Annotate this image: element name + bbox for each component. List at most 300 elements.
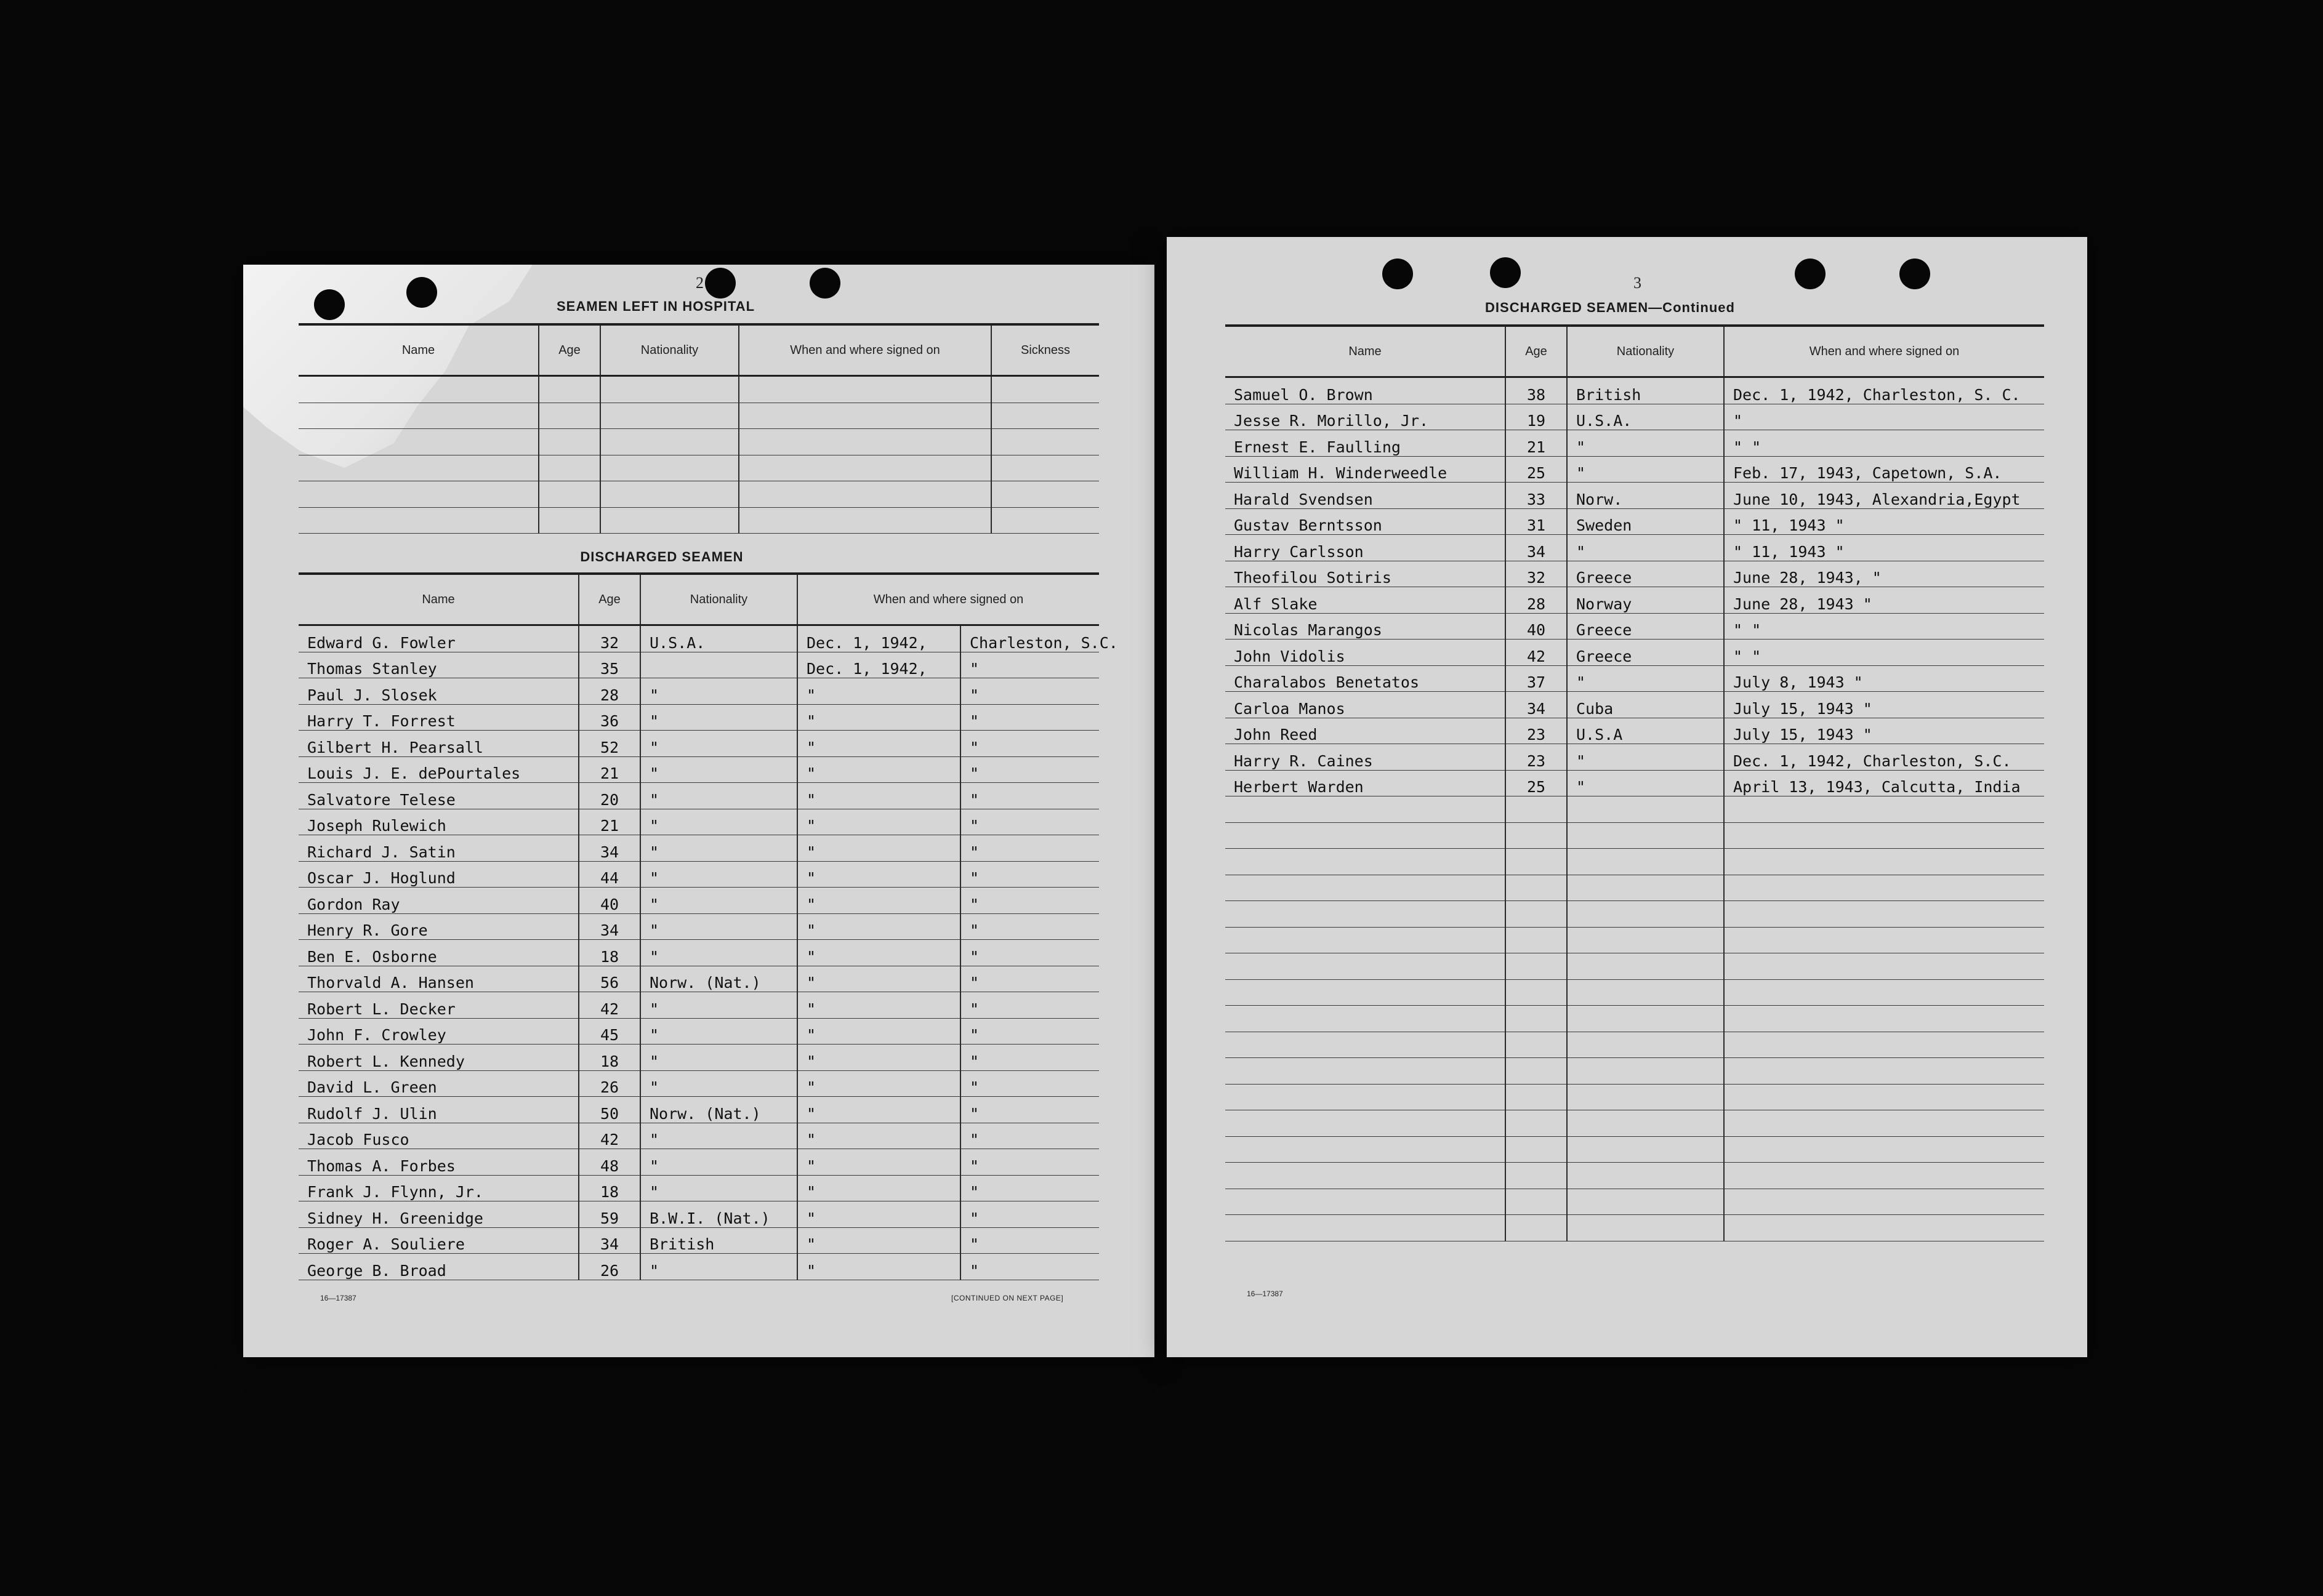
blank-cell bbox=[1724, 901, 2044, 928]
table-row bbox=[1225, 508, 2044, 535]
signed-on-place: " bbox=[960, 704, 1099, 731]
blank-cell bbox=[539, 429, 600, 455]
punch-hole bbox=[1490, 257, 1521, 288]
seaman-name: Nicolas Marangos bbox=[1225, 613, 1505, 640]
signed-on-place: " bbox=[960, 1175, 1099, 1201]
blank-cell bbox=[1567, 796, 1724, 823]
seaman-name: Joseph Rulewich bbox=[299, 809, 579, 835]
signed-on-date: Dec. 1, 1942, bbox=[797, 625, 960, 652]
seaman-nationality: " bbox=[640, 913, 797, 940]
seaman-age: 40 bbox=[579, 888, 640, 914]
seaman-name: Samuel O. Brown bbox=[1225, 377, 1505, 404]
blank-cell bbox=[1724, 1058, 2044, 1085]
seaman-name: Rudolf J. Ulin bbox=[299, 1097, 579, 1123]
signed-on-place: " bbox=[960, 940, 1099, 966]
table-row bbox=[299, 1254, 1099, 1280]
column-header: Nationality bbox=[640, 574, 797, 625]
blank-row bbox=[299, 376, 1099, 403]
blank-cell bbox=[539, 481, 600, 508]
blank-cell bbox=[739, 507, 991, 534]
blank-cell bbox=[1567, 822, 1724, 849]
table-row bbox=[299, 861, 1099, 888]
column-header: When and where signed on bbox=[797, 574, 1099, 625]
blank-cell bbox=[1724, 1136, 2044, 1163]
seaman-name: George B. Broad bbox=[299, 1254, 579, 1280]
seaman-age: 34 bbox=[579, 1227, 640, 1254]
signed-on: July 8, 1943 " bbox=[1724, 665, 2044, 692]
column-header: Name bbox=[299, 574, 579, 625]
seaman-name: William H. Winderweedle bbox=[1225, 456, 1505, 483]
table-row bbox=[299, 835, 1099, 862]
blank-row bbox=[1225, 1084, 2044, 1110]
blank-cell bbox=[539, 455, 600, 481]
seaman-nationality: Cuba bbox=[1567, 692, 1724, 718]
table-row bbox=[299, 1175, 1099, 1201]
seaman-nationality: " bbox=[640, 783, 797, 809]
punch-hole bbox=[705, 268, 736, 299]
seaman-age: 20 bbox=[579, 783, 640, 809]
blank-cell bbox=[1724, 1006, 2044, 1032]
seaman-name: John Vidolis bbox=[1225, 640, 1505, 666]
signed-on: Feb. 17, 1943, Capetown, S.A. bbox=[1724, 456, 2044, 483]
seaman-name: Thorvald A. Hansen bbox=[299, 966, 579, 992]
hospital-section-title: SEAMEN LEFT IN HOSPITAL bbox=[556, 299, 755, 314]
seaman-nationality: U.S.A. bbox=[1567, 404, 1724, 430]
seaman-age: 19 bbox=[1505, 404, 1567, 430]
signed-on-date: " bbox=[797, 940, 960, 966]
seaman-nationality: " bbox=[640, 861, 797, 888]
seaman-name: Ernest E. Faulling bbox=[1225, 430, 1505, 457]
blank-row bbox=[1225, 796, 2044, 823]
seaman-nationality: " bbox=[640, 704, 797, 731]
blank-cell bbox=[991, 403, 1099, 429]
signed-on-date: " bbox=[797, 835, 960, 862]
blank-cell bbox=[739, 403, 991, 429]
signed-on-place: " bbox=[960, 1097, 1099, 1123]
seaman-nationality: " bbox=[640, 731, 797, 757]
seaman-age: 26 bbox=[579, 1254, 640, 1280]
blank-cell bbox=[1505, 796, 1567, 823]
signed-on-place: " bbox=[960, 1045, 1099, 1071]
blank-cell bbox=[1225, 1084, 1505, 1110]
table-row bbox=[299, 966, 1099, 992]
seaman-name: Richard J. Satin bbox=[299, 835, 579, 862]
seaman-name: Harald Svendsen bbox=[1225, 483, 1505, 509]
blank-cell bbox=[299, 507, 539, 534]
right-page bbox=[1167, 237, 2087, 1357]
punch-hole bbox=[314, 289, 345, 320]
blank-row bbox=[299, 403, 1099, 429]
seaman-age: 23 bbox=[1505, 718, 1567, 744]
blank-cell bbox=[1724, 1215, 2044, 1241]
column-header: Name bbox=[299, 324, 539, 376]
blank-row bbox=[1225, 1136, 2044, 1163]
signed-on-date: " bbox=[797, 861, 960, 888]
table-row bbox=[1225, 640, 2044, 666]
signed-on-date: " bbox=[797, 966, 960, 992]
blank-cell bbox=[539, 376, 600, 403]
signed-on-place: " bbox=[960, 913, 1099, 940]
seaman-age: 21 bbox=[579, 809, 640, 835]
blank-cell bbox=[600, 403, 739, 429]
seaman-nationality: " bbox=[640, 1018, 797, 1045]
seaman-nationality: " bbox=[640, 756, 797, 783]
blank-row bbox=[1225, 1110, 2044, 1137]
continued-note: [CONTINUED ON NEXT PAGE] bbox=[951, 1294, 1064, 1302]
seaman-name: Ben E. Osborne bbox=[299, 940, 579, 966]
seaman-age: 21 bbox=[1505, 430, 1567, 457]
seaman-nationality: Greece bbox=[1567, 613, 1724, 640]
signed-on: " 11, 1943 " bbox=[1724, 508, 2044, 535]
blank-cell bbox=[1567, 1189, 1724, 1215]
seaman-age: 32 bbox=[1505, 561, 1567, 587]
column-header: Sickness bbox=[991, 324, 1099, 376]
seaman-age: 42 bbox=[579, 1123, 640, 1149]
signed-on-place: " bbox=[960, 756, 1099, 783]
signed-on-place: Charleston, S.C. bbox=[960, 625, 1099, 652]
signed-on: " " bbox=[1724, 640, 2044, 666]
seaman-nationality: " bbox=[1567, 665, 1724, 692]
column-header: Nationality bbox=[1567, 326, 1724, 377]
seaman-nationality: British bbox=[640, 1227, 797, 1254]
discharged-continued-table bbox=[1225, 324, 2044, 1241]
signed-on: June 28, 1943, " bbox=[1724, 561, 2044, 587]
form-number: 16—17387 bbox=[1247, 1289, 1283, 1298]
blank-cell bbox=[1567, 1215, 1724, 1241]
seaman-age: 36 bbox=[579, 704, 640, 731]
blank-row bbox=[1225, 822, 2044, 849]
blank-cell bbox=[1505, 979, 1567, 1006]
blank-cell bbox=[1567, 875, 1724, 901]
seaman-age: 34 bbox=[1505, 692, 1567, 718]
seaman-nationality: " bbox=[640, 835, 797, 862]
seaman-age: 52 bbox=[579, 731, 640, 757]
blank-cell bbox=[1225, 901, 1505, 928]
blank-cell bbox=[1225, 796, 1505, 823]
punch-hole bbox=[1795, 259, 1826, 289]
blank-cell bbox=[1505, 1215, 1567, 1241]
seaman-age: 34 bbox=[579, 913, 640, 940]
seaman-nationality: " bbox=[640, 992, 797, 1019]
column-header: When and where signed on bbox=[1724, 326, 2044, 377]
blank-cell bbox=[299, 481, 539, 508]
blank-cell bbox=[1724, 953, 2044, 980]
blank-row bbox=[1225, 1189, 2044, 1215]
blank-cell bbox=[739, 481, 991, 508]
column-header: Age bbox=[539, 324, 600, 376]
blank-row bbox=[299, 429, 1099, 455]
table-row bbox=[1225, 665, 2044, 692]
seaman-name: Robert L. Kennedy bbox=[299, 1045, 579, 1071]
blank-cell bbox=[1567, 979, 1724, 1006]
seaman-name: Harry T. Forrest bbox=[299, 704, 579, 731]
seaman-age: 31 bbox=[1505, 508, 1567, 535]
seaman-nationality: " bbox=[1567, 456, 1724, 483]
signed-on: July 15, 1943 " bbox=[1724, 692, 2044, 718]
blank-row bbox=[1225, 1032, 2044, 1058]
seaman-name: Edward G. Fowler bbox=[299, 625, 579, 652]
blank-cell bbox=[1724, 796, 2044, 823]
blank-cell bbox=[600, 507, 739, 534]
seaman-nationality: " bbox=[640, 1175, 797, 1201]
table-row bbox=[299, 783, 1099, 809]
blank-cell bbox=[1505, 1058, 1567, 1085]
table-row bbox=[299, 704, 1099, 731]
seaman-age: 18 bbox=[579, 1175, 640, 1201]
signed-on: June 28, 1943 " bbox=[1724, 587, 2044, 614]
seaman-name: Harry Carlsson bbox=[1225, 535, 1505, 561]
signed-on-place: " bbox=[960, 1201, 1099, 1228]
signed-on-date: " bbox=[797, 1175, 960, 1201]
signed-on-date: " bbox=[797, 678, 960, 705]
seaman-name: Gilbert H. Pearsall bbox=[299, 731, 579, 757]
blank-cell bbox=[600, 376, 739, 403]
signed-on: July 15, 1943 " bbox=[1724, 718, 2044, 744]
signed-on-place: " bbox=[960, 992, 1099, 1019]
seaman-age: 34 bbox=[579, 835, 640, 862]
seaman-name: Salvatore Telese bbox=[299, 783, 579, 809]
seaman-nationality: " bbox=[640, 1070, 797, 1097]
seaman-nationality: " bbox=[640, 1149, 797, 1176]
blank-cell bbox=[1724, 1032, 2044, 1058]
seaman-nationality: " bbox=[1567, 430, 1724, 457]
seaman-age: 38 bbox=[1505, 377, 1567, 404]
blank-cell bbox=[1724, 927, 2044, 953]
blank-row bbox=[1225, 979, 2044, 1006]
blank-row bbox=[1225, 849, 2044, 875]
blank-cell bbox=[1225, 1110, 1505, 1137]
seaman-nationality: Sweden bbox=[1567, 508, 1724, 535]
signed-on-date: " bbox=[797, 1123, 960, 1149]
signed-on: April 13, 1943, Calcutta, India bbox=[1724, 770, 2044, 796]
signed-on-place: " bbox=[960, 1254, 1099, 1280]
blank-cell bbox=[1724, 1163, 2044, 1189]
seaman-age: 34 bbox=[1505, 535, 1567, 561]
punch-hole bbox=[406, 277, 437, 308]
seaman-nationality: Norw. (Nat.) bbox=[640, 1097, 797, 1123]
blank-cell bbox=[991, 507, 1099, 534]
blank-cell bbox=[1505, 927, 1567, 953]
table-row bbox=[1225, 456, 2044, 483]
seaman-name: John Reed bbox=[1225, 718, 1505, 744]
seaman-age: 33 bbox=[1505, 483, 1567, 509]
table-row bbox=[1225, 404, 2044, 430]
column-header: Age bbox=[579, 574, 640, 625]
blank-cell bbox=[539, 507, 600, 534]
seaman-age: 21 bbox=[579, 756, 640, 783]
blank-cell bbox=[1225, 1032, 1505, 1058]
blank-cell bbox=[1225, 927, 1505, 953]
table-row bbox=[299, 1097, 1099, 1123]
blank-row bbox=[1225, 1163, 2044, 1189]
table-row bbox=[1225, 613, 2044, 640]
blank-cell bbox=[739, 455, 991, 481]
blank-cell bbox=[1567, 901, 1724, 928]
blank-cell bbox=[1724, 875, 2044, 901]
seaman-name: Gordon Ray bbox=[299, 888, 579, 914]
blank-cell bbox=[1505, 875, 1567, 901]
blank-row bbox=[1225, 953, 2044, 980]
seaman-nationality: " bbox=[1567, 535, 1724, 561]
blank-row bbox=[299, 481, 1099, 508]
signed-on-place: " bbox=[960, 966, 1099, 992]
seaman-age: 37 bbox=[1505, 665, 1567, 692]
signed-on: " " bbox=[1724, 430, 2044, 457]
blank-row bbox=[1225, 901, 2044, 928]
seaman-name: Henry R. Gore bbox=[299, 913, 579, 940]
blank-cell bbox=[991, 376, 1099, 403]
blank-cell bbox=[1505, 953, 1567, 980]
hospital-table bbox=[299, 323, 1099, 534]
seaman-nationality: Greece bbox=[1567, 561, 1724, 587]
table-row bbox=[299, 992, 1099, 1019]
seaman-name: Theofilou Sotiris bbox=[1225, 561, 1505, 587]
blank-cell bbox=[1567, 1163, 1724, 1189]
discharged-continued-title: DISCHARGED SEAMEN—Continued bbox=[1485, 300, 1735, 315]
signed-on-date: Dec. 1, 1942, bbox=[797, 652, 960, 678]
seaman-name: Gustav Berntsson bbox=[1225, 508, 1505, 535]
signed-on-date: " bbox=[797, 1227, 960, 1254]
seaman-age: 40 bbox=[1505, 613, 1567, 640]
table-row bbox=[299, 1149, 1099, 1176]
blank-cell bbox=[600, 481, 739, 508]
punch-hole bbox=[810, 268, 840, 299]
seaman-age: 26 bbox=[579, 1070, 640, 1097]
blank-cell bbox=[739, 376, 991, 403]
table-row bbox=[1225, 744, 2044, 771]
blank-row bbox=[1225, 927, 2044, 953]
signed-on-date: " bbox=[797, 1201, 960, 1228]
seaman-nationality: " bbox=[640, 809, 797, 835]
page-number: 2 bbox=[696, 274, 704, 292]
blank-cell bbox=[299, 403, 539, 429]
seaman-nationality: Norw. (Nat.) bbox=[640, 966, 797, 992]
signed-on-place: " bbox=[960, 888, 1099, 914]
seaman-name: Thomas Stanley bbox=[299, 652, 579, 678]
blank-cell bbox=[539, 403, 600, 429]
blank-cell bbox=[299, 376, 539, 403]
blank-cell bbox=[1225, 1006, 1505, 1032]
table-row bbox=[299, 756, 1099, 783]
table-row bbox=[1225, 430, 2044, 457]
signed-on-place: " bbox=[960, 835, 1099, 862]
blank-cell bbox=[739, 429, 991, 455]
blank-cell bbox=[600, 455, 739, 481]
seaman-nationality: Norway bbox=[1567, 587, 1724, 614]
blank-cell bbox=[1225, 979, 1505, 1006]
blank-cell bbox=[1505, 1084, 1567, 1110]
table-row bbox=[299, 652, 1099, 678]
signed-on-date: " bbox=[797, 1070, 960, 1097]
blank-cell bbox=[1505, 1110, 1567, 1137]
signed-on-date: " bbox=[797, 756, 960, 783]
table-row bbox=[299, 940, 1099, 966]
table-row bbox=[1225, 535, 2044, 561]
blank-cell bbox=[1567, 1084, 1724, 1110]
signed-on-place: " bbox=[960, 1018, 1099, 1045]
blank-row bbox=[1225, 875, 2044, 901]
signed-on-place: " bbox=[960, 809, 1099, 835]
seaman-nationality: U.S.A. bbox=[640, 625, 797, 652]
table-row bbox=[299, 1123, 1099, 1149]
seaman-age: 18 bbox=[579, 940, 640, 966]
seaman-name: Harry R. Caines bbox=[1225, 744, 1505, 771]
seaman-name: Louis J. E. dePourtales bbox=[299, 756, 579, 783]
seaman-nationality: " bbox=[640, 940, 797, 966]
seaman-age: 48 bbox=[579, 1149, 640, 1176]
page-number: 3 bbox=[1633, 274, 1641, 292]
seaman-name: Oscar J. Hoglund bbox=[299, 861, 579, 888]
seaman-name: Robert L. Decker bbox=[299, 992, 579, 1019]
signed-on: " " bbox=[1724, 613, 2044, 640]
blank-cell bbox=[1567, 1136, 1724, 1163]
blank-cell bbox=[1225, 1215, 1505, 1241]
blank-cell bbox=[1724, 1189, 2044, 1215]
table-row bbox=[299, 1070, 1099, 1097]
blank-row bbox=[1225, 1215, 2044, 1241]
seaman-name: Frank J. Flynn, Jr. bbox=[299, 1175, 579, 1201]
blank-cell bbox=[299, 429, 539, 455]
blank-cell bbox=[1225, 1189, 1505, 1215]
seaman-age: 42 bbox=[1505, 640, 1567, 666]
table-row bbox=[299, 809, 1099, 835]
table-row bbox=[1225, 718, 2044, 744]
signed-on: " 11, 1943 " bbox=[1724, 535, 2044, 561]
table-row bbox=[299, 1045, 1099, 1071]
signed-on-place: " bbox=[960, 783, 1099, 809]
signed-on: Dec. 1, 1942, Charleston, S.C. bbox=[1724, 744, 2044, 771]
seaman-nationality: " bbox=[640, 1123, 797, 1149]
seaman-nationality: Greece bbox=[1567, 640, 1724, 666]
signed-on-place: " bbox=[960, 1227, 1099, 1254]
seaman-age: 59 bbox=[579, 1201, 640, 1228]
blank-cell bbox=[1567, 953, 1724, 980]
signed-on-place: " bbox=[960, 652, 1099, 678]
signed-on-date: " bbox=[797, 913, 960, 940]
seaman-age: 28 bbox=[1505, 587, 1567, 614]
blank-cell bbox=[1724, 1110, 2044, 1137]
seaman-age: 50 bbox=[579, 1097, 640, 1123]
table-row bbox=[299, 888, 1099, 914]
seaman-age: 56 bbox=[579, 966, 640, 992]
blank-cell bbox=[1225, 1058, 1505, 1085]
signed-on-place: " bbox=[960, 1149, 1099, 1176]
signed-on-date: " bbox=[797, 1045, 960, 1071]
discharged-section-title: DISCHARGED SEAMEN bbox=[580, 549, 744, 564]
seaman-name: Jacob Fusco bbox=[299, 1123, 579, 1149]
table-row bbox=[1225, 377, 2044, 404]
signed-on-date: " bbox=[797, 992, 960, 1019]
discharged-table bbox=[299, 572, 1118, 1280]
table-row bbox=[299, 678, 1099, 705]
column-header: Age bbox=[1505, 326, 1567, 377]
seaman-name: Jesse R. Morillo, Jr. bbox=[1225, 404, 1505, 430]
seaman-age: 42 bbox=[579, 992, 640, 1019]
blank-cell bbox=[1225, 1163, 1505, 1189]
blank-cell bbox=[1225, 849, 1505, 875]
blank-cell bbox=[1567, 1006, 1724, 1032]
signed-on-place: " bbox=[960, 1123, 1099, 1149]
seaman-nationality: U.S.A bbox=[1567, 718, 1724, 744]
form-number: 16—17387 bbox=[320, 1294, 356, 1302]
seaman-nationality: Norw. bbox=[1567, 483, 1724, 509]
seaman-name: David L. Green bbox=[299, 1070, 579, 1097]
blank-cell bbox=[1505, 1136, 1567, 1163]
blank-cell bbox=[1505, 901, 1567, 928]
seaman-age: 45 bbox=[579, 1018, 640, 1045]
left-page bbox=[243, 265, 1154, 1357]
blank-cell bbox=[1724, 979, 2044, 1006]
